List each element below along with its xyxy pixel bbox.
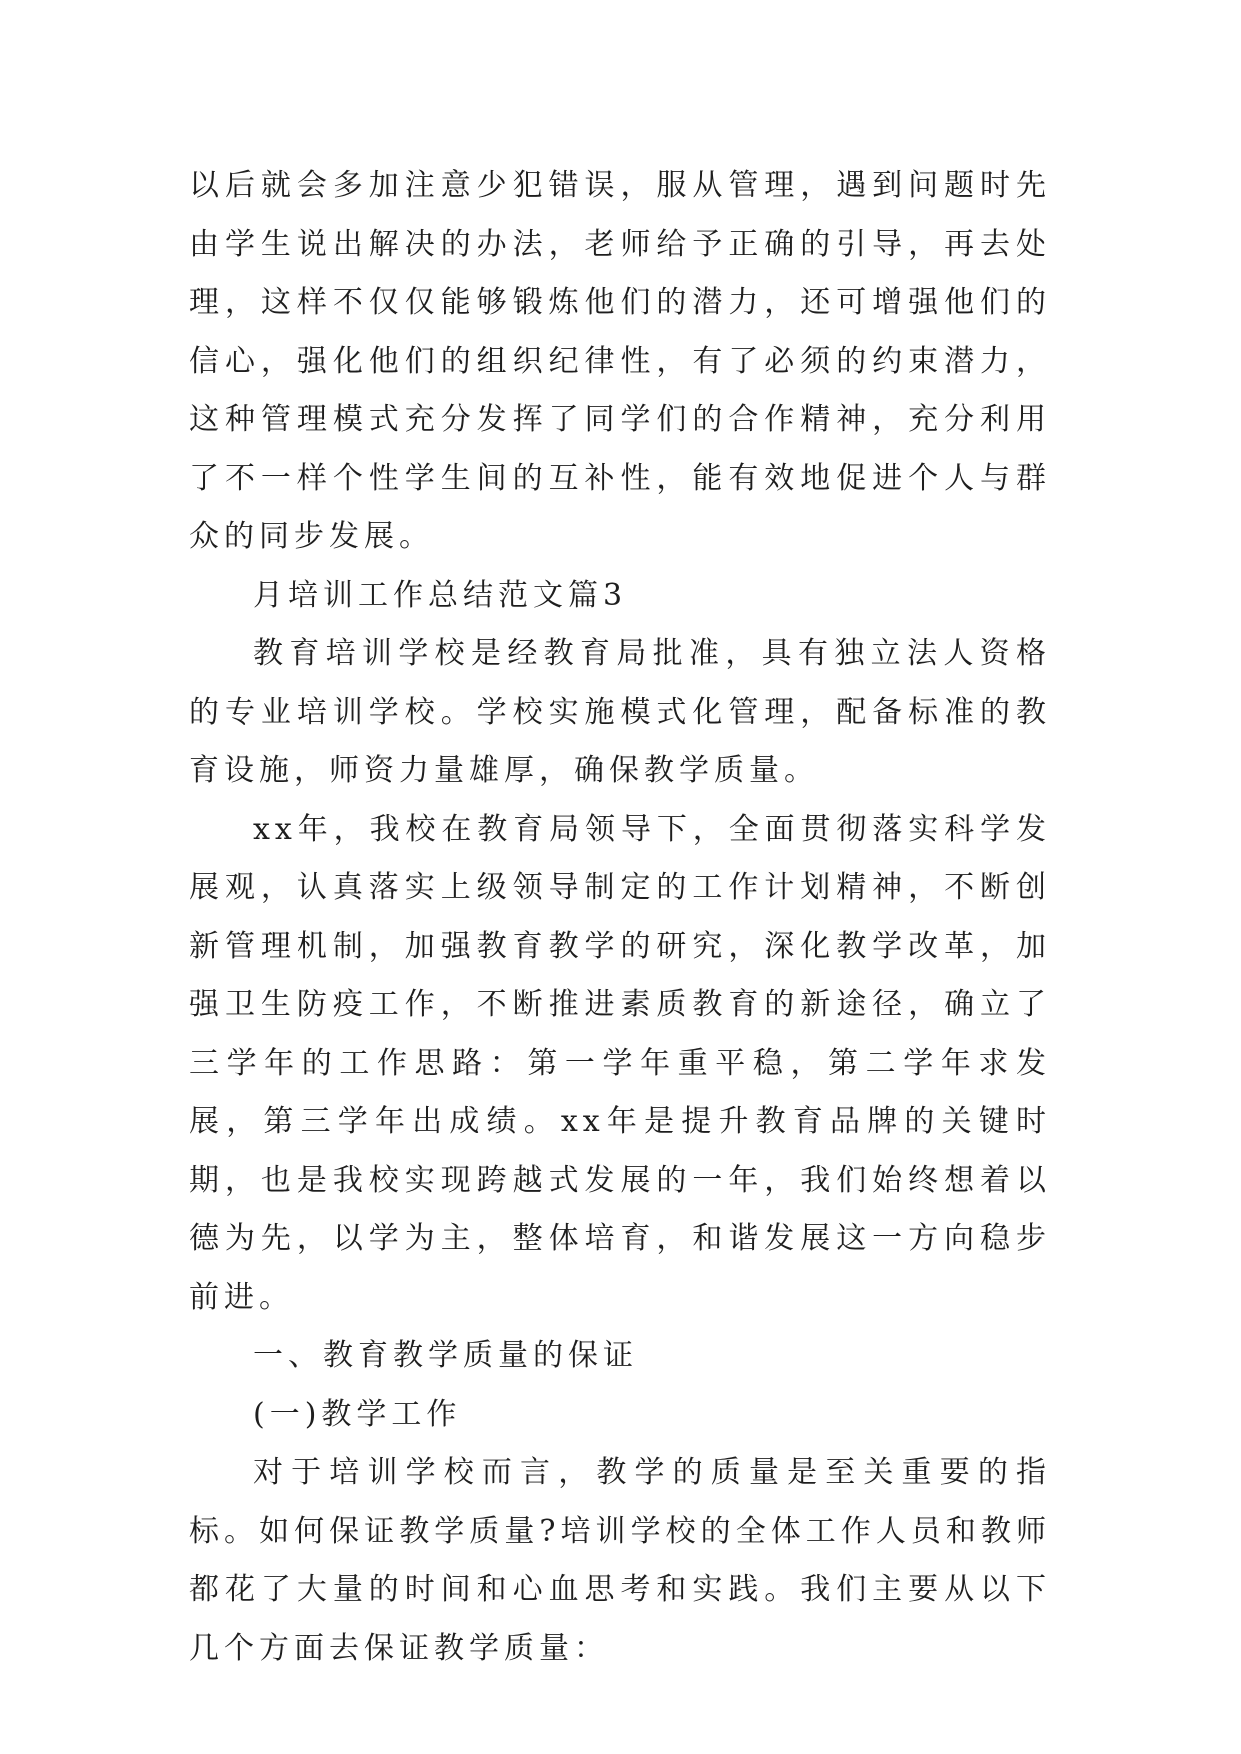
heading-level-1: 一、教育教学质量的保证 bbox=[253, 1338, 638, 1373]
paragraph-intro: 教育培训学校是经教育局批准，具有独立法人资格的专业培训学校。学校实施模式化管理，配备标准的教育设施，师资力量雄厚，确保教学质量。 bbox=[189, 636, 1051, 788]
section-title: 月培训工作总结范文篇3 bbox=[253, 577, 628, 613]
paragraph-continuation: 以后就会多加注意少犯错误，服从管理，遇到问题时先由学生说出解决的办法，老师给予正确的引导，再去处理，这样不仅仅能够锻炼他们的潜力，还可增强他们的信心，强化他们的组织纪律性，有了必须的约束潜力，这种管理模式充分发挥了同学们的合作精神，充分利用了不一样个性学生间的互补性，能有效地促进个人与群众的同步发展。 bbox=[189, 168, 1051, 554]
document-body bbox=[189, 157, 1051, 1678]
heading-level-2: (一)教学工作 bbox=[253, 1396, 462, 1432]
paragraph-teaching: 对于培训学校而言，教学的质量是至关重要的指标。如何保证教学质量?培训学校的全体工作人员和教师都花了大量的时间和心血思考和实践。我们主要从以下几个方面去保证教学质量： bbox=[189, 1455, 1051, 1666]
paragraph-overview: xx年，我校在教育局领导下，全面贯彻落实科学发展观，认真落实上级领导制定的工作计划精神，不断创新管理机制，加强教育教学的研究，深化教学改革，加强卫生防疫工作，不断推进素质教育的新途径，确立了三学年的工作思路：第一学年重平稳，第二学年求发展，第三学年出成绩。xx年是提升教育品牌的关键时期，也是我校实现跨越式发展的一年，我们始终想着以德为先，以学为主，整体培育，和谐发展这一方向稳步前进。 bbox=[189, 811, 1051, 1315]
